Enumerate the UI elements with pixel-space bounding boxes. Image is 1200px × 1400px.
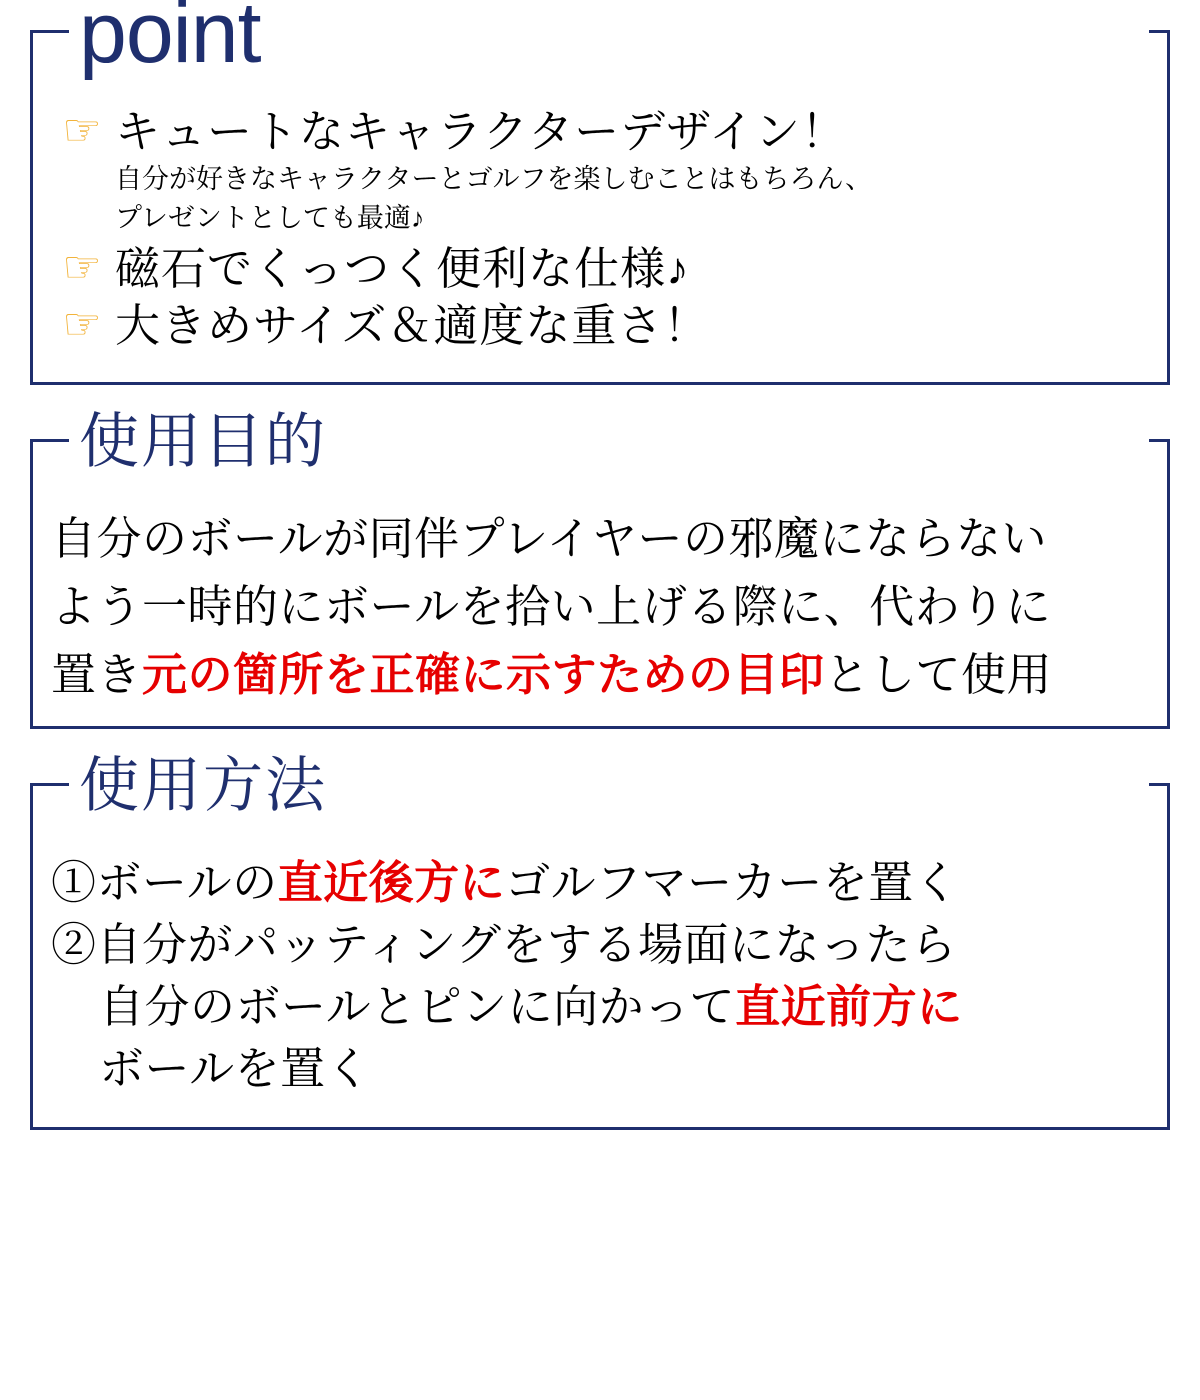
point-item-heading: 大きめサイズ＆適度な重さ！ bbox=[115, 299, 710, 351]
point-item-subline-2: プレゼントとしても最適♪ bbox=[115, 202, 425, 233]
usage-section-title: 使用方法 bbox=[69, 756, 1149, 816]
point-list bbox=[51, 105, 1149, 354]
list-item bbox=[51, 105, 1149, 240]
purpose-section bbox=[30, 407, 1170, 729]
usage-step-2-continued-2: ボールを置く bbox=[99, 1043, 372, 1095]
purpose-line-3 bbox=[51, 644, 1149, 706]
purpose-line-2: よう一時的にボールを拾い上げる際に、代わりに bbox=[51, 580, 1052, 632]
usage-step-2-continued bbox=[51, 976, 1149, 1038]
point-text-block bbox=[115, 242, 690, 297]
list-item bbox=[51, 299, 1149, 354]
point-item-heading: 磁石でくっつく便利な仕様♪ bbox=[115, 243, 690, 295]
purpose-line-1: 自分のボールが同伴プレイヤーの邪魔にならない bbox=[51, 512, 1048, 564]
usage-step-1-post: ゴルフマーカーを置く bbox=[505, 857, 960, 909]
pointing-hand-icon: ☞ bbox=[62, 299, 102, 349]
point-item-subline-1: 自分が好きなキャラクターとゴルフを楽しむことはもちろん、 bbox=[115, 163, 873, 194]
point-section-title: point bbox=[69, 0, 1149, 76]
usage-step-1 bbox=[51, 852, 1149, 914]
point-text-block bbox=[115, 299, 709, 354]
usage-step-1-highlight: 直近後方に bbox=[277, 857, 506, 909]
usage-step-2: ②自分がパッティングをする場面になったら bbox=[51, 919, 957, 971]
point-item-heading: キュートなキャラクターデザイン！ bbox=[115, 106, 847, 157]
usage-step-2-cont-pre: 自分のボールとピンに向かって bbox=[99, 981, 736, 1033]
list-item bbox=[51, 242, 1149, 297]
usage-section bbox=[30, 752, 1170, 1129]
purpose-section-title: 使用目的 bbox=[69, 412, 1149, 472]
point-text-block bbox=[115, 105, 872, 240]
usage-step-2-cont-highlight: 直近前方に bbox=[735, 981, 963, 1033]
pointing-hand-icon: ☞ bbox=[62, 243, 102, 293]
point-section bbox=[30, 0, 1170, 385]
pointing-hand-icon: ☞ bbox=[62, 106, 102, 155]
purpose-line-3-post: として使用 bbox=[824, 649, 1053, 701]
purpose-line-3-pre: 置き bbox=[51, 649, 143, 701]
usage-step-1-pre: ①ボールの bbox=[51, 857, 278, 909]
purpose-line-3-highlight: 元の箇所を正確に示すための目印 bbox=[142, 649, 825, 701]
